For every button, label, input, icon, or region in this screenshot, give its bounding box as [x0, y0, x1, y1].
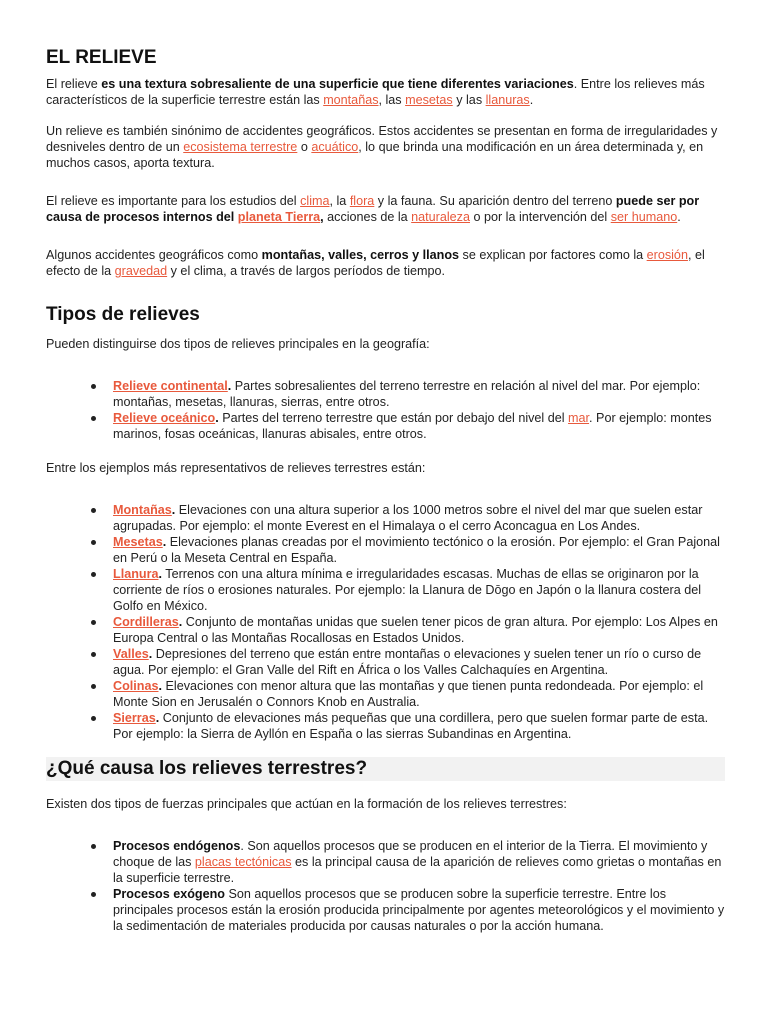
- paragraph-factores: Algunos accidentes geográficos como montañas, valles, cerros y llanos se explican por factores como la erosión, el efecto de la gravedad y el clima, a través de largos períodos de tiempo.: [46, 248, 705, 278]
- link-mar[interactable]: mar: [568, 411, 590, 425]
- definition-bold: es una textura sobresaliente de una superficie que tiene diferentes variaciones: [101, 77, 574, 91]
- link-mesetas[interactable]: mesetas: [405, 93, 453, 107]
- list-item: Procesos endógenos. Son aquellos procesos que se producen en el interior de la Tierra. El movimiento y choque de las placas tectónicas es la principal causa de la aparición de relieves como grietas o montañas en la superficie terrestre.: [46, 838, 726, 886]
- link-placas-tectonicas[interactable]: placas tectónicas: [194, 855, 292, 869]
- heading-el-relieve: EL RELIEVE: [46, 47, 157, 68]
- list-item: Cordilleras. Conjunto de montañas unidas que suelen tener picos de gran altura. Por ejemplo: Los Alpes en Europa Central o las Montañas Rocallosas en Estados Unidos.: [46, 614, 726, 646]
- heading-tipos-de-relieves: Tipos de relieves: [46, 304, 200, 325]
- article: [46, 46, 726, 934]
- link-flora[interactable]: flora: [349, 194, 375, 208]
- link-planeta-tierra[interactable]: planeta Tierra: [237, 210, 321, 224]
- paragraph-importancia: El relieve es importante para los estudios del clima, la flora y la fauna. Su aparición dentro del terreno puede ser por causa de procesos internos del planeta Tierra, acciones de la naturaleza o por la intervención del ser humano.: [46, 194, 700, 224]
- link-clima[interactable]: clima: [300, 194, 330, 208]
- link-montanas-example[interactable]: Montañas: [113, 503, 172, 517]
- link-sierras-example[interactable]: Sierras: [113, 711, 156, 725]
- link-cordilleras-example[interactable]: Cordilleras: [113, 615, 179, 629]
- list-processes: [46, 838, 726, 934]
- list-item: Colinas. Elevaciones con menor altura que las montañas y que tienen punta redondeada. Por ejemplo: el Monte Sion en Jerusalén o Connors Knob en Australia.: [46, 678, 726, 710]
- link-montanas[interactable]: montañas: [323, 93, 379, 107]
- paragraph-accidentes: Un relieve es también sinónimo de accidentes geográficos. Estos accidentes se presentan en forma de irregularidades y desniveles dentro de un ecosistema terrestre o acuático, lo que brinda una modificación en un área determinada y, en muchos casos, aporta textura.: [46, 124, 718, 170]
- link-acuatico[interactable]: acuático: [311, 140, 359, 154]
- link-relieve-continental[interactable]: Relieve continental: [113, 379, 228, 393]
- link-erosion[interactable]: erosión: [646, 248, 688, 262]
- paragraph-definition: El relieve es una textura sobresaliente de una superficie que tiene diferentes variaciones. Entre los relieves más característicos de la superficie terrestre están las montañas, las mesetas y las llanuras.: [46, 77, 705, 107]
- paragraph-tipos-intro: Pueden distinguirse dos tipos de relieves principales en la geografía:: [46, 337, 430, 351]
- process-endogenos-label: Procesos endógenos: [113, 839, 241, 853]
- list-item: Sierras. Conjunto de elevaciones más pequeñas que una cordillera, pero que suelen formar parte de esta. Por ejemplo: la Sierra de Ayllón en España o las sierras Subandinas en Argentina.: [46, 710, 726, 742]
- link-ecosistema-terrestre[interactable]: ecosistema terrestre: [183, 140, 298, 154]
- list-item: Valles. Depresiones del terreno que están entre montañas o elevaciones y suelen tener un río o curso de agua. Por ejemplo: el Gran Valle del Rift en África o los Valles Calchaquíes en Argentina.: [46, 646, 726, 678]
- link-naturaleza[interactable]: naturaleza: [411, 210, 470, 224]
- link-llanura-example[interactable]: Llanura: [113, 567, 159, 581]
- heading-que-causa: ¿Qué causa los relieves terrestres?: [46, 757, 725, 781]
- paragraph-fuerzas-intro: Existen dos tipos de fuerzas principales que actúan en la formación de los relieves terrestres:: [46, 797, 567, 811]
- list-item: Montañas. Elevaciones con una altura superior a los 1000 metros sobre el nivel del mar que suelen estar agrupadas. Por ejemplo: el monte Everest en el Himalaya o el cerro Aconcagua en Los Andes.: [46, 502, 726, 534]
- link-mesetas-example[interactable]: Mesetas: [113, 535, 163, 549]
- link-relieve-oceanico[interactable]: Relieve oceánico: [113, 411, 216, 425]
- paragraph-ejemplos-intro: Entre los ejemplos más representativos de relieves terrestres están:: [46, 461, 426, 475]
- link-llanuras[interactable]: llanuras: [485, 93, 530, 107]
- list-item: Relieve oceánico. Partes del terreno terrestre que están por debajo del nivel del mar. Por ejemplo: montes marinos, fosas oceánicas, llanuras abisales, entre otros.: [46, 410, 726, 442]
- list-item: Procesos exógeno Son aquellos procesos que se producen sobre la superficie terrestre. Entre los principales procesos están la erosión producida principalmente por agentes meteorológicos y el movimiento y la sedimentación de materiales producida por causas naturales o por la acción humana.: [46, 886, 726, 934]
- list-item: Llanura. Terrenos con una altura mínima e irregularidades escasas. Muchas de ellas se originaron por la corriente de ríos o erosiones naturales. Por ejemplo: la Llanura de Dōgo en Japón o la llanura costera del Golfo en México.: [46, 566, 726, 614]
- list-item: Mesetas. Elevaciones planas creadas por el movimiento tectónico o la erosión. Por ejemplo: el Gran Pajonal en Perú o la Meseta Central en España.: [46, 534, 726, 566]
- link-valles-example[interactable]: Valles: [113, 647, 149, 661]
- list-relief-examples: [46, 502, 726, 742]
- link-colinas-example[interactable]: Colinas: [113, 679, 159, 693]
- process-exogeno-label: Procesos exógeno: [113, 887, 225, 901]
- list-item: Relieve continental. Partes sobresalientes del terreno terrestre en relación al nivel del mar. Por ejemplo: montañas, mesetas, llanuras, sierras, entre otros.: [46, 378, 726, 410]
- link-ser-humano[interactable]: ser humano: [610, 210, 678, 224]
- list-relief-types: [46, 378, 726, 442]
- link-gravedad[interactable]: gravedad: [114, 264, 168, 278]
